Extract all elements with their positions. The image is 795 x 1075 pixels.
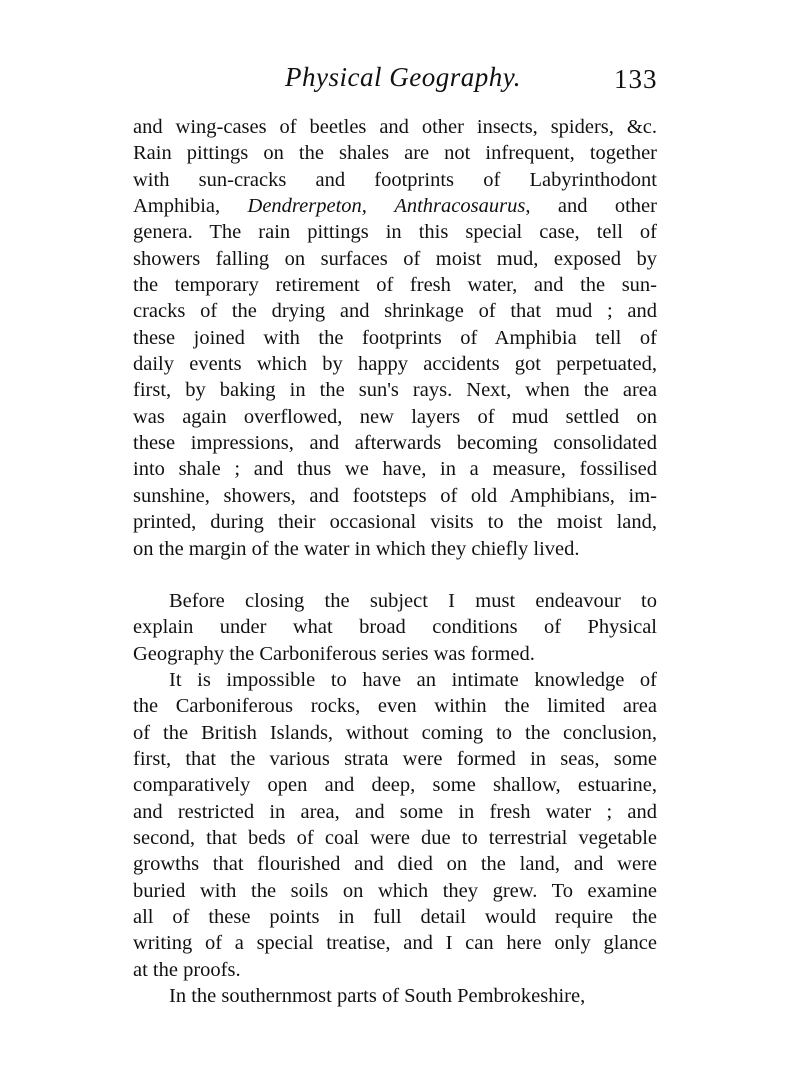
paragraph-physical-geography-intro (133, 588, 657, 667)
text-line: all of these points in full detail would require the (133, 905, 657, 928)
text-line: and restricted in area, and some in fresh water ; and (133, 800, 657, 823)
genus-name-anthracosaurus: Anthracosaurus (394, 195, 526, 218)
text-line: cracks of the drying and shrinkage of that mud ; and (133, 300, 657, 323)
text-line: Rain pittings on the shales are not infrequent, together (133, 142, 657, 165)
text-line: these impressions, and afterwards becoming consolidated (133, 432, 657, 455)
body-text (133, 114, 657, 1009)
text-line: of the British Islands, without coming to the conclusion, (133, 721, 657, 744)
text-line: the Carboniferous rocks, even within the limited area (133, 695, 657, 718)
running-title: Physical Geography. (285, 62, 521, 92)
text-line: explain under what broad conditions of Physical (133, 616, 657, 639)
text-run: , and other (525, 195, 657, 218)
text-line: It is impossible to have an intimate knowledge of (169, 668, 657, 691)
text-line: In the southernmost parts of South Pembrokeshire, (169, 985, 586, 1007)
text-line: was again overflowed, new layers of mud settled on (133, 405, 657, 428)
genus-name-dendrerpeton: Dendrerpeton (247, 195, 362, 218)
page-number: 133 (614, 64, 658, 94)
text-run: , (361, 195, 395, 218)
text-line: writing of a special treatise, and I can here only glance (133, 932, 657, 955)
text-line: comparatively open and deep, some shallow, estuarine, (133, 774, 657, 797)
text-run: Amphibia, (133, 195, 248, 218)
text-line: at the proofs. (133, 958, 241, 981)
paragraph-fossil-evidence (133, 114, 657, 562)
text-line: and wing-cases of beetles and other insects, spiders, &c. (133, 116, 657, 138)
text-line: first, that the various strata were formed in seas, some (133, 747, 657, 770)
text-line: the temporary retirement of fresh water, and the sun- (133, 274, 657, 297)
text-line: daily events which by happy accidents got perpetuated, (133, 353, 657, 376)
text-line-with-genera (133, 193, 657, 219)
text-line: printed, during their occasional visits to the moist land, (133, 511, 657, 534)
text-line: buried with the soils on which they grew. To examine (133, 879, 657, 902)
text-line: Geography the Carboniferous series was formed. (133, 642, 535, 665)
text-line: into shale ; and thus we have, in a measure, fossilised (133, 458, 657, 481)
paragraph-carboniferous-conclusions (133, 667, 657, 983)
text-line: Before closing the subject I must endeavour to (169, 589, 657, 612)
text-line: first, by baking in the sun's rays. Next, when the area (133, 379, 657, 402)
text-line: second, that beds of coal were due to terrestrial vegetable (133, 826, 657, 849)
text-line: sunshine, showers, and footsteps of old Amphibians, im- (133, 484, 657, 507)
text-line: growths that flourished and died on the land, and were (133, 853, 657, 876)
running-header (0, 62, 795, 102)
paragraph-gap (133, 562, 657, 588)
text-line: on the margin of the water in which they chiefly lived. (133, 537, 580, 560)
text-line: genera. The rain pittings in this special case, tell of (133, 221, 657, 244)
paragraph-pembrokeshire (133, 983, 657, 1009)
text-line: showers falling on surfaces of moist mud, exposed by (133, 247, 657, 270)
text-line: with sun-cracks and footprints of Labyrinthodont (133, 168, 657, 191)
text-line: these joined with the footprints of Amphibia tell of (133, 326, 657, 349)
